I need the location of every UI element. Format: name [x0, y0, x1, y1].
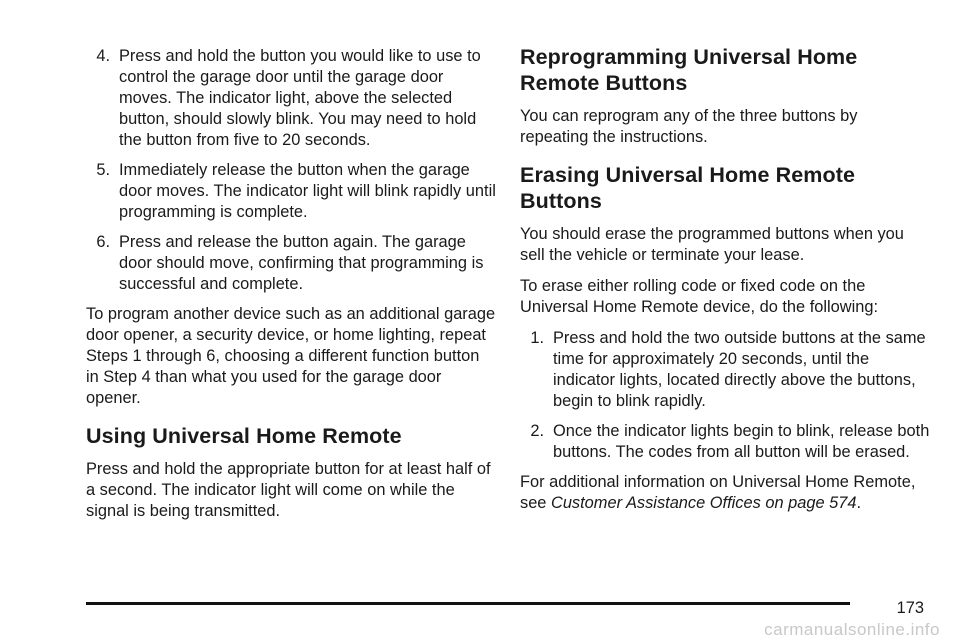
step-number: 6.	[96, 233, 110, 251]
footer-rule	[86, 602, 850, 605]
step-number: 1.	[530, 329, 544, 347]
using-paragraph: Press and hold the appropriate button for at least half of a second. The indicator light will come on while the signal is being transmitted.	[86, 460, 491, 520]
step-6	[86, 232, 496, 295]
step-text: Once the indicator lights begin to blink, release both buttons. The codes from all button will be erased.	[553, 422, 930, 461]
erase-step-1	[520, 328, 930, 412]
step-text: Press and hold the two outside buttons at the same time for approximately 20 seconds, until the indicator lights, located directly above the buttons, begin to blink rapidly.	[553, 329, 926, 410]
reprogramming-paragraph: You can reprogram any of the three buttons by repeating the instructions.	[520, 107, 858, 146]
another-device-paragraph: To program another device such as an additional garage door opener, a security device, or home lighting, repeat Steps 1 through 6, choosing a different function button in Step 4 than what you used for the garage door opener.	[86, 305, 496, 407]
erasing-heading: Erasing Universal Home Remote Buttons	[520, 163, 856, 213]
step-number: 2.	[530, 422, 544, 440]
reprogramming-heading: Reprogramming Universal Home Remote Buttons	[520, 45, 858, 95]
step-number: 4.	[96, 47, 110, 65]
additional-info-prefix: For additional information on Universal Home Remote, see	[520, 473, 916, 512]
erase-step-2	[520, 421, 930, 463]
step-number: 5.	[96, 161, 110, 179]
erasing-paragraph-1: You should erase the programmed buttons when you sell the vehicle or terminate your lease.	[520, 225, 904, 264]
erasing-paragraph-2: To erase either rolling code or fixed code on the Universal Home Remote device, do the following:	[520, 277, 879, 316]
using-heading: Using Universal Home Remote	[86, 424, 402, 448]
cross-reference-link[interactable]: Customer Assistance Offices on page 574	[550, 494, 857, 512]
page-number: 173	[896, 599, 924, 617]
step-text: Press and hold the button you would like to use to control the garage door until the garage door moves. The indicator light, above the selected button, should slowly blink. You may need to hold the button from five to 20 seconds.	[119, 47, 481, 149]
additional-info-suffix: .	[856, 494, 862, 512]
step-5	[86, 160, 496, 223]
step-text: Immediately release the button when the garage door moves. The indicator light will blink rapidly until programming is complete.	[119, 161, 496, 221]
left-column	[86, 46, 496, 532]
right-column	[520, 44, 930, 524]
step-text: Press and release the button again. The garage door should move, confirming that programming is successful and complete.	[119, 233, 484, 293]
additional-info-paragraph	[520, 472, 930, 514]
step-4	[86, 46, 496, 151]
watermark: carmanualsonline.info	[764, 620, 940, 639]
